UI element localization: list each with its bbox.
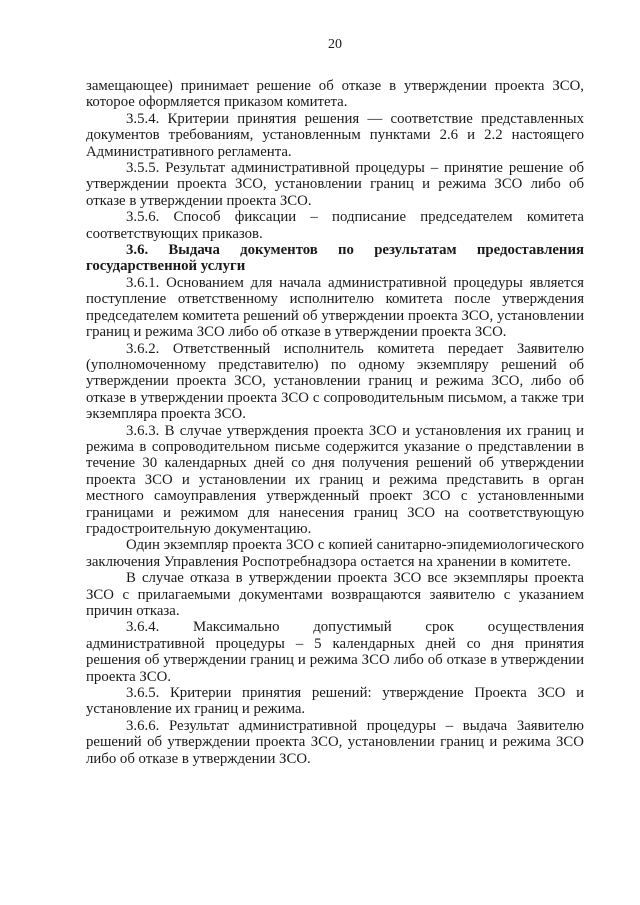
section-heading-3-6: 3.6. Выдача документов по результатам предоставления государственной услуги [86, 242, 584, 275]
paragraph-3-6-4: 3.6.4. Максимально допустимый срок осуществления административной процедуры – 5 календарных дней со дня принятия решения об утверждении границ и режима ЗСО либо об отказе в утверждении проекта ЗСО. [86, 619, 584, 685]
document-body [86, 78, 584, 767]
paragraph-3-6-6: 3.6.6. Результат административной процедуры – выдача Заявителю решений об утверждении проекта ЗСО, установлении границ и режима ЗСО либо об отказе в утверждении ЗСО. [86, 717, 584, 767]
paragraph-one-copy: Один экземпляр проекта ЗСО с копией санитарно-эпидемиологического заключения Управления Роспотребнадзора остается на хранении в комитете. [86, 537, 584, 570]
page-number: 20 [328, 37, 342, 52]
paragraph-3-5-4: 3.5.4. Критерии принятия решения — соответствие представленных документов требованиям, установленным пунктами 2.6 и 2.2 настоящего Административного регламента. [86, 110, 584, 160]
paragraph-3-6-5: 3.6.5. Критерии принятия решений: утверждение Проекта ЗСО и установление их границ и режима. [86, 685, 584, 718]
paragraph-3-6-1: 3.6.1. Основанием для начала административной процедуры является поступление ответственному исполнителю комитета после утверждения председателем комитета решений об утверждении проекта ЗСО, установлении границ и режима ЗСО либо об отказе в утверждении проекта ЗСО. [86, 274, 584, 341]
paragraph-3-5-5: 3.5.5. Результат административной процедуры – принятие решение об утверждении проекта ЗСО, установлении границ и режима ЗСО либо об отказе в утверждении проекта ЗСО. [86, 160, 584, 209]
paragraph-3-6-3: 3.6.3. В случае утверждения проекта ЗСО и установления их границ и режима в сопроводительном письме содержится указание о представлении в течение 30 календарных дней со дня получения решений об утверждении проекта ЗСО и установлении их границ и режима представить в орган местного самоуправления утвержденный проект ЗСО с установленными границами и режимом для нанесения границ ЗСО на соответствующую градостроительную документацию. [86, 422, 584, 537]
paragraph-refusal-case: В случае отказа в утверждении проекта ЗСО все экземпляры проекта ЗСО с прилагаемыми документами возвращаются заявителю с указанием причин отказа. [86, 570, 584, 619]
paragraph-3-5-6: 3.5.6. Способ фиксации – подписание председателем комитета соответствующих приказов. [86, 209, 584, 242]
paragraph-continuation: замещающее) принимает решение об отказе в утверждении проекта ЗСО, которое оформляется приказом комитета. [86, 78, 584, 111]
paragraph-3-6-2: 3.6.2. Ответственный исполнитель комитета передает Заявителю (уполномоченному представителю) по одному экземпляру решений об утверждении проекта ЗСО, установлении границ и режима ЗСО, либо об отказе в утверждении проекта ЗСО с сопроводительным письмом, а также три экземпляра проекта ЗСО. [86, 340, 584, 423]
